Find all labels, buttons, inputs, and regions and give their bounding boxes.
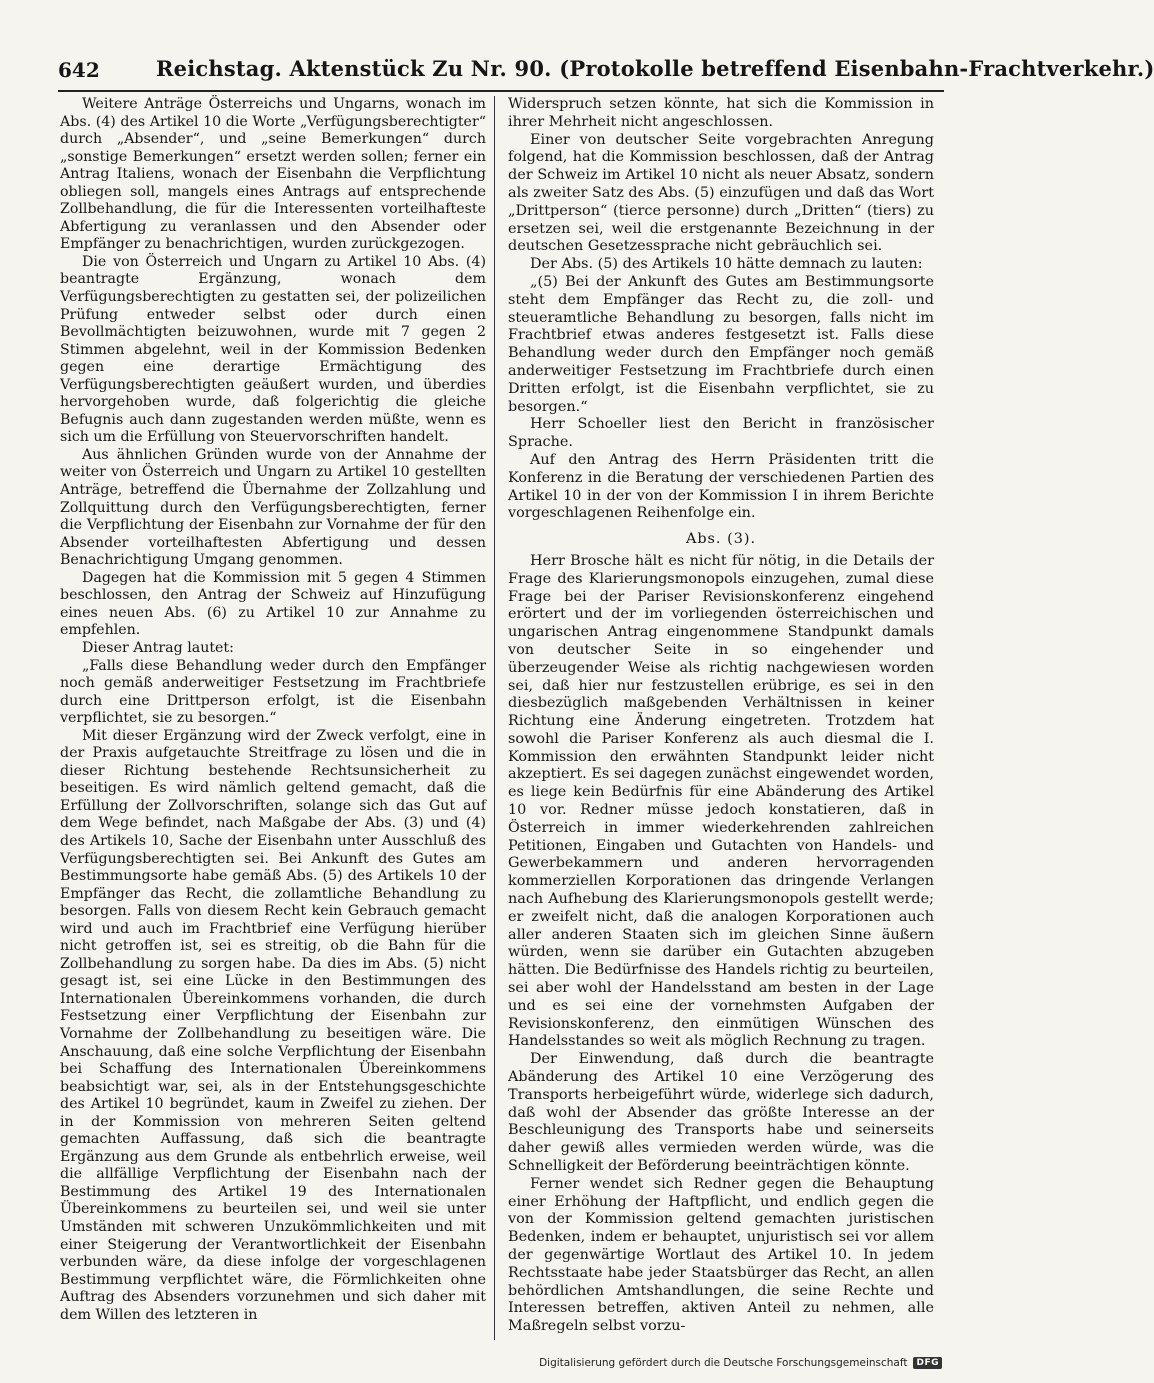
paragraph: Der Abs. (5) des Artikels 10 hätte demnach zu lauten: — [530, 256, 923, 273]
paragraph: Dieser Antrag lautet: — [82, 639, 234, 656]
paragraph: Die von Österreich und Ungarn zu Artikel 10 Abs. (4) beantragte Ergänzung, wonach dem Verfügungsberechtigten zu gestatten sei, der polizeilichen Prüfung entweder selbst oder durch einen Bevollmächtigten beizuwohnen, wurde mit 7 gegen 2 Stimmen abgelehnt, weil in der Kommission Bedenken gegen eine derartige Ermächtigung des Verfügungsberechtigten geäußert wurden, und überdies hervorgehoben wurde, daß folgerichtig die gleiche Befugnis auch dann zugestanden werden müßte, wenn es sich um die Erfüllung von Steuervorschriften handelt. — [60, 253, 486, 446]
header-rule — [58, 90, 944, 92]
section-subheading: Abs. (3). — [685, 531, 757, 548]
paragraph: Auf den Antrag des Herrn Präsidenten tritt die Konferenz in die Beratung der verschiedenen Partien des Artikel 10 in der von der Kommission I in ihrem Berichte vorgeschlagenen Reihenfolge ein. — [508, 451, 934, 522]
page-header — [58, 56, 1154, 86]
quoted-motion: „Falls diese Behandlung weder durch den Empfänger noch gemäß anderweitiger Festsetzung im Frachtbriefe durch eine Drittperson erfolgt, ist die Eisenbahn verpflichtet, sie zu besorgen.“ — [60, 657, 486, 727]
right-column — [508, 96, 934, 1336]
dfg-logo-icon: DFG — [913, 1357, 942, 1369]
paragraph: Weitere Anträge Österreichs und Ungarns, wonach im Abs. (4) des Artikel 10 die Worte „Verfügungsberechtigter“ durch „Absender“, und „seine Bemerkungen“ durch „sonstige Bemerkungen“ ersetzt werden sollen; ferner ein Antrag Italiens, wonach der Eisenbahn die Verpflichtung obliegen soll, mangels eines Antrags auf entsprechende Zollbehandlung, die für die Interessenten vorteilhafteste Abfertigung zu veranlassen und den Absender oder Empfänger zu benachrichtigen, wurden zurückgezogen. — [60, 96, 486, 253]
paragraph: Mit dieser Ergänzung wird der Zweck verfolgt, eine in der Praxis aufgetauchte Streitfrage zu lösen und die in dieser Richtung bestehende Rechtsunsicherheit zu beseitigen. Es wird nämlich geltend gemacht, daß die Erfüllung der Zollvorschriften, solange sich das Gut auf dem Wege befindet, nach Maßgabe der Abs. (3) und (4) des Artikels 10, Sache der Eisenbahn unter Ausschluß des Verfügungsberechtigten sei. Bei Ankunft des Gutes am Bestimmungsorte habe gemäß Abs. (5) des Artikels 10 der Empfänger das Recht, die zollamtliche Behandlung zu besorgen. Falls von diesem Recht kein Gebrauch gemacht wird und auch im Frachtbrief eine Verfügung hierüber nicht getroffen ist, sei es streitig, ob die Bahn für die Zollbehandlung zu sorgen habe. Da dies im Abs. (5) nicht gesagt ist, sei eine Lücke in den Bestimmungen des Internationalen Übereinkommens vorhanden, die durch Festsetzung einer Verpflichtung der Eisenbahn zur Vornahme der Zollbehandlung zu beseitigen wäre. Die Anschauung, daß eine solche Verpflichtung der Eisenbahn bei Schaffung des Internationalen Übereinkommens beabsichtigt war, sei, als in der Entstehungsgeschichte des Artikel 10 begründet, kaum in Zweifel zu ziehen. Der in der Kommission von mehreren Seiten geltend gemachten Auffassung, daß sich die beantragte Ergänzung aus dem Grunde als entbehrlich erweise, weil die allfällige Verpflichtung der Eisenbahn nach der Bestimmung des Artikel 19 des Internationalen Übereinkommens zu beurteilen sei, und weil sie unter Umständen mit schweren Unzukömmlichkeiten und mit einer Steigerung der Verantwortlichkeit der Eisenbahn verbunden wäre, da diese infolge der vorgeschlagenen Bestimmung verpflichtet wäre, die Förmlichkeiten ohne Auftrag des Absenders vorzunehmen und sich daher mit dem Willen des letzteren in — [60, 727, 486, 1323]
paragraph: Herr Schoeller liest den Bericht in französischer Sprache. — [508, 416, 934, 451]
paragraph: Der Einwendung, daß durch die beantragte Abänderung des Artikel 10 eine Verzögerung des Transports herbeigeführt würde, widerlege sich dadurch, daß wohl der Absender das größte Interesse an der Beschleunigung des Transports habe und seinerseits daher gewiß alles vermieden werden würde, was die Schnelligkeit der Beförderung beeinträchtigen könnte. — [508, 1051, 934, 1175]
funding-note: Digitalisierung gefördert durch die Deutsche Forschungsgemeinschaft — [539, 1357, 908, 1369]
left-column — [60, 96, 486, 1324]
page-title: Reichstag. Aktenstück Zu Nr. 90. (Protokolle betreffend Eisenbahn-Frachtverkehr.) — [156, 56, 1154, 81]
paragraph: Herr Brosche hält es nicht für nötig, in die Details der Frage des Klarierungsmonopols einzugehen, zumal diese Frage bei der Pariser Revisionskonferenz eingehend erörtert und der im vorliegenden österreichischen und ungarischen Antrag eingenommene Standpunkt damals von deutscher Seite in so eingehender und überzeugender Weise als richtig nachgewiesen worden sei, daß hier nur festzustellen erübrige, es sei in den diesbezüglich maßgebenden Verhältnissen in keiner Richtung eine Änderung eingetreten. Trotzdem hat sowohl die Pariser Konferenz als auch diesmal die I. Kommission den erwähnten Standpunkt leider nicht akzeptiert. Es sei dagegen zunächst eingewendet worden, es liege kein Bedürfnis für eine Abänderung des Artikel 10 vor. Redner müsse jedoch konstatieren, daß in Österreich in immer wiederkehrenden zahlreichen Petitionen, Eingaben und Gutachten von Handels- und Gewerbekammern und anderen hervorragenden kommerziellen Korporationen das dringende Verlangen nach Aufhebung des Klarierungsmonopols gestellt werde; er zweifelt nicht, daß die analogen Korporationen auch aller anderen Staaten sich im gleichen Sinne äußern würden, wenn sie darüber ein Gutachten abzugeben hätten. Die Bedürfnisse des Handels richtig zu beurteilen, sei aber wohl der Handelsstand am besten in der Lage und es sei eine der vornehmsten Aufgaben der Revisionskonferenz, den einmütigen Wünschen des Handelsstandes so weit als möglich Rechnung zu tragen. — [508, 552, 934, 1050]
paragraph: Einer von deutscher Seite vorgebrachten Anregung folgend, hat die Kommission beschlossen, daß der Antrag der Schweiz im Artikel 10 nicht als neuer Absatz, sondern als zweiter Satz des Abs. (5) einzufügen und daß das Wort „Drittperson“ (tierce personne) durch „Dritten“ (tiers) zu ersetzen sei, weil die erstgenannte Bezeichnung in der deutschen Gesetzessprache nicht gebräuchlich sei. — [508, 131, 934, 255]
paragraph: Widerspruch setzen könnte, hat sich die Kommission in ihrer Mehrheit nicht angeschlossen. — [508, 96, 934, 130]
paragraph: Dagegen hat die Kommission mit 5 gegen 4 Stimmen beschlossen, den Antrag der Schweiz auf Hinzufügung eines neuen Abs. (6) zu Artikel 10 zur Annahme zu empfehlen. — [60, 569, 486, 639]
page-number: 642 — [58, 58, 100, 82]
paragraph: Aus ähnlichen Gründen wurde von der Annahme der weiter von Österreich und Ungarn zu Artikel 10 gestellten Anträge, betreffend die Übernahme der Zollzahlung und Zollquittung durch den Verfügungsberechtigten, ferner die Verpflichtung der Eisenbahn zur Vornahme der für den Absender vorteilhaftesten Abfertigung und dessen Benachrichtigung Umgang genommen. — [60, 446, 486, 569]
column-divider — [494, 96, 495, 1340]
paragraph: Ferner wendet sich Redner gegen die Behauptung einer Erhöhung der Haftpflicht, und endlich gegen die von der Kommission geltend gemachten juristischen Bedenken, indem er behauptet, unjuristisch sei vor allem der gegenwärtige Wortlaut des Artikel 10. In jedem Rechtsstaate habe jeder Staatsbürger das Recht, an allen behördlichen Amtshandlungen, die seine Rechte und Interessen betreffen, aktiven Anteil zu nehmen, alle Maßregeln selbst vorzu- — [508, 1175, 934, 1335]
footer — [539, 1357, 942, 1369]
quoted-paragraph: „(5) Bei der Ankunft des Gutes am Bestimmungsorte steht dem Empfänger das Recht zu, die zoll- und steueramtliche Behandlung zu besorgen, falls nicht im Frachtbrief etwas anderes festgesetzt ist. Falls diese Behandlung weder durch den Empfänger noch gemäß anderweitiger Festsetzung im Frachtbriefe durch einen Dritten erfolgt, ist die Eisenbahn verpflichtet, sie zu besorgen.“ — [508, 273, 934, 415]
